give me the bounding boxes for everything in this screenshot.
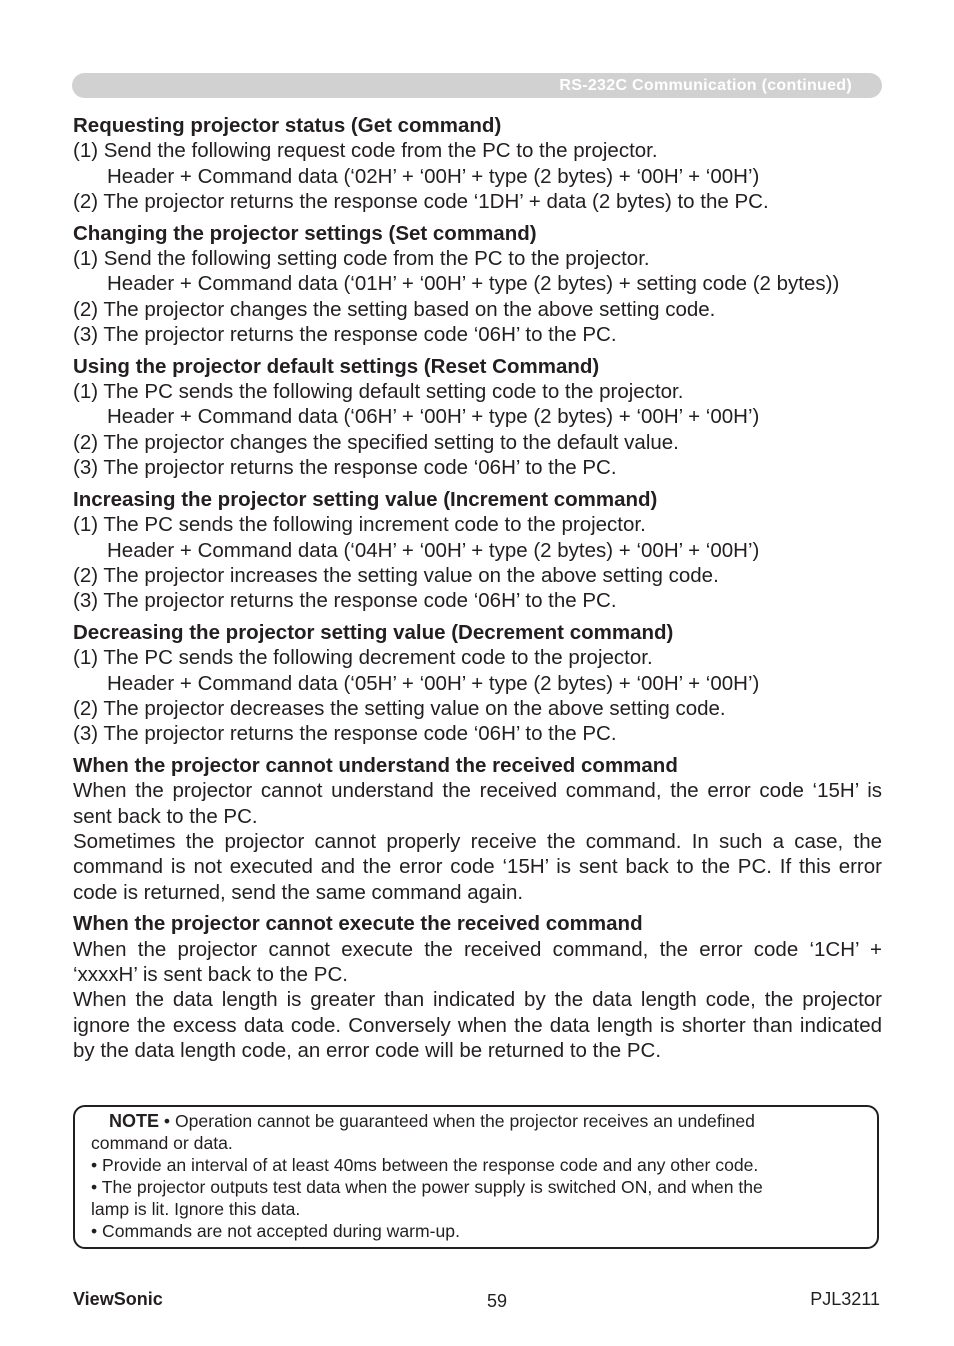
command-section bbox=[73, 221, 882, 348]
step-line: (2) The projector changes the specified setting to the default value. bbox=[73, 430, 679, 454]
note-line: lamp is lit. Ignore this data. bbox=[91, 1199, 301, 1219]
command-section bbox=[73, 487, 882, 614]
note-line: • The projector outputs test data when the power supply is switched ON, and when the bbox=[91, 1177, 763, 1197]
command-section bbox=[73, 620, 882, 747]
step-line: (2) The projector changes the setting based on the above setting code. bbox=[73, 297, 716, 321]
step-line: (2) The projector decreases the setting value on the above setting code. bbox=[73, 696, 726, 720]
step-line: Header + Command data (‘06H’ + ‘00H’ + type (2 bytes) + ‘00H’ + ‘00H’) bbox=[107, 405, 760, 429]
cannot-understand-section bbox=[73, 753, 882, 905]
step-line: (2) The projector increases the setting value on the above setting code. bbox=[73, 563, 719, 587]
step-line: (3) The projector returns the response code ‘06H’ to the PC. bbox=[73, 456, 617, 480]
paragraph: When the projector cannot execute the received command, the error code ‘1CH’ + ‘xxxxH’ is sent back to the PC. bbox=[73, 937, 882, 986]
step-line: (1) The PC sends the following default setting code to the projector. bbox=[73, 380, 684, 404]
footer-brand: ViewSonic bbox=[73, 1289, 163, 1309]
section-heading: When the projector cannot understand the received command bbox=[73, 753, 678, 777]
footer-model: PJL3211 bbox=[810, 1289, 880, 1309]
command-section bbox=[73, 113, 882, 215]
note-line: command or data. bbox=[91, 1133, 233, 1153]
section-heading: Increasing the projector setting value (Increment command) bbox=[73, 487, 658, 511]
command-sections bbox=[73, 113, 882, 747]
section-header-bar bbox=[72, 73, 882, 98]
section-heading: Changing the projector settings (Set command) bbox=[73, 221, 537, 245]
note-line: • Commands are not accepted during warm-up. bbox=[91, 1221, 460, 1241]
footer-page-number: 59 bbox=[487, 1291, 508, 1311]
step-line: (1) Send the following setting code from the PC to the projector. bbox=[73, 247, 650, 271]
step-line: Header + Command data (‘02H’ + ‘00H’ + type (2 bytes) + ‘00H’ + ‘00H’) bbox=[107, 164, 760, 188]
paragraph: Sometimes the projector cannot properly receive the command. In such a case, the command is not executed and the error code ‘15H’ is sent back to the PC. If this error code is returned, send the same command again. bbox=[73, 829, 882, 904]
paragraph: When the projector cannot understand the received command, the error code ‘15H’ is sent back to the PC. bbox=[73, 779, 882, 828]
command-section bbox=[73, 354, 882, 481]
note-box bbox=[73, 1105, 879, 1249]
step-line: (2) The projector returns the response code ‘1DH’ + data (2 bytes) to the PC. bbox=[73, 190, 769, 214]
step-line: (1) Send the following request code from the PC to the projector. bbox=[73, 139, 658, 163]
note-line: • Provide an interval of at least 40ms between the response code and any other code. bbox=[91, 1155, 759, 1175]
note-text: • Operation cannot be guaranteed when the projector receives an undefined bbox=[159, 1111, 755, 1131]
step-line: (3) The projector returns the response code ‘06H’ to the PC. bbox=[73, 589, 617, 613]
main-content bbox=[73, 113, 882, 1070]
cannot-execute-section bbox=[73, 911, 882, 1063]
section-heading: Requesting projector status (Get command) bbox=[73, 114, 502, 137]
step-line: Header + Command data (‘04H’ + ‘00H’ + type (2 bytes) + ‘00H’ + ‘00H’) bbox=[107, 538, 760, 562]
paragraph: When the data length is greater than indicated by the data length code, the projector ignore the excess data code. Conversely when the data length is shorter than indicated by the data length code, an error code will be returned to the PC. bbox=[73, 988, 882, 1063]
section-heading: Using the projector default settings (Reset Command) bbox=[73, 354, 600, 378]
step-line: Header + Command data (‘05H’ + ‘00H’ + type (2 bytes) + ‘00H’ + ‘00H’) bbox=[107, 671, 760, 695]
section-heading: When the projector cannot execute the received command bbox=[73, 912, 643, 936]
step-line: (1) The PC sends the following increment code to the projector. bbox=[73, 513, 646, 537]
section-heading: Decreasing the projector setting value (Decrement command) bbox=[73, 620, 674, 644]
note-label: NOTE bbox=[109, 1111, 160, 1131]
note-line bbox=[91, 1110, 863, 1132]
step-line: Header + Command data (‘01H’ + ‘00H’ + type (2 bytes) + setting code (2 bytes)) bbox=[107, 272, 840, 296]
section-header-title: RS-232C Communication (continued) bbox=[559, 77, 852, 94]
step-line: (1) The PC sends the following decrement code to the projector. bbox=[73, 646, 653, 670]
step-line: (3) The projector returns the response code ‘06H’ to the PC. bbox=[73, 722, 617, 746]
step-line: (3) The projector returns the response code ‘06H’ to the PC. bbox=[73, 323, 617, 347]
